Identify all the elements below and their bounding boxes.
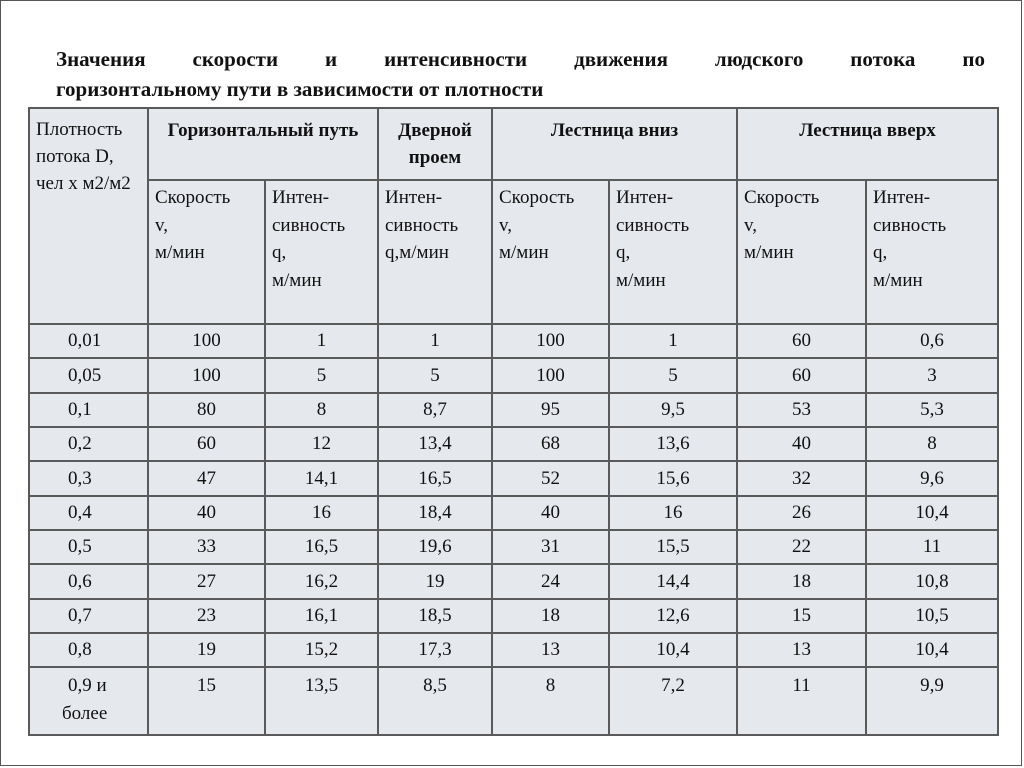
subheader-line: м/мин bbox=[499, 242, 549, 263]
value-cell: 23 bbox=[148, 599, 265, 633]
value-cell: 10,4 bbox=[609, 633, 737, 667]
table-body bbox=[29, 324, 998, 735]
group-horizontal-path: Горизонтальный путь bbox=[148, 108, 378, 180]
value-cell: 52 bbox=[492, 461, 609, 496]
subheader-line: сивность bbox=[385, 214, 459, 236]
value-cell: 10,4 bbox=[866, 633, 998, 667]
density-cell: 0,1 bbox=[29, 393, 148, 427]
value-cell: 1 bbox=[609, 324, 737, 358]
density-cell: 0,6 bbox=[29, 564, 148, 599]
value-cell: 53 bbox=[737, 393, 866, 427]
table-row bbox=[29, 564, 998, 599]
table-row bbox=[29, 427, 998, 461]
value-cell: 15,6 bbox=[609, 461, 737, 496]
subheader-cell bbox=[609, 180, 737, 324]
value-cell: 40 bbox=[737, 427, 866, 461]
table-row bbox=[29, 667, 998, 735]
table-row bbox=[29, 530, 998, 564]
subheader-line: м/мин bbox=[873, 269, 923, 291]
subheader-line: сивность bbox=[616, 214, 690, 236]
subheader-line: v, bbox=[499, 214, 513, 236]
value-cell: 13,5 bbox=[265, 667, 378, 735]
value-cell: 12,6 bbox=[609, 599, 737, 633]
group-stairs-up: Лестница вверх bbox=[737, 108, 998, 180]
value-cell: 60 bbox=[148, 427, 265, 461]
value-cell: 10,5 bbox=[866, 599, 998, 633]
density-cell: 0,5 bbox=[29, 530, 148, 564]
subheader-line: Интен- bbox=[385, 187, 443, 208]
value-cell: 16,5 bbox=[378, 461, 492, 496]
value-cell: 3 bbox=[866, 358, 998, 393]
density-header bbox=[29, 108, 148, 324]
value-cell: 13,6 bbox=[609, 427, 737, 461]
header-row-groups bbox=[29, 108, 998, 180]
slide-title bbox=[56, 44, 985, 104]
value-cell: 32 bbox=[737, 461, 866, 496]
density-header-line: Плотность bbox=[36, 119, 123, 140]
value-cell: 18,5 bbox=[378, 599, 492, 633]
table-row bbox=[29, 393, 998, 427]
value-cell: 0,6 bbox=[866, 324, 998, 358]
value-cell: 17,3 bbox=[378, 633, 492, 667]
subheader-line: Интен- bbox=[616, 187, 674, 208]
value-cell: 13 bbox=[737, 633, 866, 667]
density-cell: 0,7 bbox=[29, 599, 148, 633]
subheader-line: Скорость bbox=[499, 187, 575, 208]
value-cell: 15 bbox=[737, 599, 866, 633]
value-cell: 100 bbox=[148, 324, 265, 358]
value-cell: 18 bbox=[737, 564, 866, 599]
value-cell: 5 bbox=[609, 358, 737, 393]
value-cell: 8 bbox=[492, 667, 609, 735]
value-cell: 19,6 bbox=[378, 530, 492, 564]
subheader-line: Скорость bbox=[744, 187, 820, 208]
density-cell: 0,3 bbox=[29, 461, 148, 496]
subheader-line: сивность bbox=[873, 214, 947, 236]
subheader-line: Скорость bbox=[155, 187, 231, 208]
density-cell: 0,4 bbox=[29, 496, 148, 530]
value-cell: 5,3 bbox=[866, 393, 998, 427]
value-cell: 11 bbox=[737, 667, 866, 735]
value-cell: 15,5 bbox=[609, 530, 737, 564]
subheader-line: Интен- bbox=[272, 187, 330, 208]
value-cell: 95 bbox=[492, 393, 609, 427]
value-cell: 60 bbox=[737, 324, 866, 358]
value-cell: 10,4 bbox=[866, 496, 998, 530]
subheader-line: сивность bbox=[272, 214, 346, 236]
value-cell: 100 bbox=[492, 324, 609, 358]
value-cell: 19 bbox=[148, 633, 265, 667]
value-cell: 31 bbox=[492, 530, 609, 564]
table-row bbox=[29, 599, 998, 633]
title-line-2: горизонтальному пути в зависимости от плотности bbox=[56, 77, 544, 101]
table-row bbox=[29, 496, 998, 530]
value-cell: 40 bbox=[148, 496, 265, 530]
value-cell: 12 bbox=[265, 427, 378, 461]
value-cell: 47 bbox=[148, 461, 265, 496]
value-cell: 11 bbox=[866, 530, 998, 564]
subheader-cell bbox=[265, 180, 378, 324]
value-cell: 10,8 bbox=[866, 564, 998, 599]
value-cell: 100 bbox=[492, 358, 609, 393]
density-cell: 0,01 bbox=[29, 324, 148, 358]
value-cell: 60 bbox=[737, 358, 866, 393]
value-cell: 19 bbox=[378, 564, 492, 599]
subheader-line: м/мин bbox=[616, 269, 666, 291]
header-row-subheaders bbox=[29, 180, 998, 324]
density-cell: 0,9 и более bbox=[29, 667, 148, 735]
value-cell: 9,9 bbox=[866, 667, 998, 735]
value-cell: 9,6 bbox=[866, 461, 998, 496]
subheader-cell bbox=[492, 180, 609, 324]
value-cell: 5 bbox=[265, 358, 378, 393]
value-cell: 100 bbox=[148, 358, 265, 393]
title-line-1: Значения скорости и интенсивности движения людского потока по bbox=[56, 47, 985, 71]
value-cell: 8,7 bbox=[378, 393, 492, 427]
value-cell: 26 bbox=[737, 496, 866, 530]
flow-table bbox=[28, 107, 999, 736]
table-row bbox=[29, 633, 998, 667]
value-cell: 16 bbox=[609, 496, 737, 530]
subheader-cell bbox=[378, 180, 492, 324]
value-cell: 8 bbox=[866, 427, 998, 461]
density-header-line: потока D, bbox=[36, 146, 114, 167]
subheader-line: м/мин bbox=[155, 242, 205, 263]
density-cell: 0,8 bbox=[29, 633, 148, 667]
group-doorway: Дверной проем bbox=[378, 108, 492, 180]
value-cell: 16,5 bbox=[265, 530, 378, 564]
value-cell: 8,5 bbox=[378, 667, 492, 735]
density-cell: 0,2 bbox=[29, 427, 148, 461]
value-cell: 18,4 bbox=[378, 496, 492, 530]
value-cell: 1 bbox=[265, 324, 378, 358]
value-cell: 13 bbox=[492, 633, 609, 667]
group-stairs-down: Лестница вниз bbox=[492, 108, 737, 180]
value-cell: 1 bbox=[378, 324, 492, 358]
value-cell: 15,2 bbox=[265, 633, 378, 667]
value-cell: 22 bbox=[737, 530, 866, 564]
value-cell: 5 bbox=[378, 358, 492, 393]
value-cell: 68 bbox=[492, 427, 609, 461]
value-cell: 16,1 bbox=[265, 599, 378, 633]
value-cell: 15 bbox=[148, 667, 265, 735]
value-cell: 33 bbox=[148, 530, 265, 564]
value-cell: 18 bbox=[492, 599, 609, 633]
value-cell: 14,4 bbox=[609, 564, 737, 599]
value-cell: 13,4 bbox=[378, 427, 492, 461]
subheader-line: м/мин bbox=[744, 242, 794, 263]
value-cell: 80 bbox=[148, 393, 265, 427]
table-row bbox=[29, 461, 998, 496]
value-cell: 14,1 bbox=[265, 461, 378, 496]
subheader-line: м/мин bbox=[272, 269, 322, 291]
value-cell: 16 bbox=[265, 496, 378, 530]
value-cell: 9,5 bbox=[609, 393, 737, 427]
density-header-line: чел х м2/м2 bbox=[36, 173, 131, 194]
subheader-line: Интен- bbox=[873, 187, 931, 208]
table-row bbox=[29, 358, 998, 393]
subheader-cell bbox=[737, 180, 866, 324]
value-cell: 16,2 bbox=[265, 564, 378, 599]
value-cell: 40 bbox=[492, 496, 609, 530]
subheader-line: q,м/мин bbox=[385, 242, 449, 263]
density-cell: 0,05 bbox=[29, 358, 148, 393]
subheader-cell bbox=[866, 180, 998, 324]
subheader-line: q, bbox=[272, 242, 287, 263]
value-cell: 27 bbox=[148, 564, 265, 599]
subheader-line: v, bbox=[744, 214, 758, 236]
subheader-line: q, bbox=[873, 242, 888, 263]
table-row bbox=[29, 324, 998, 358]
subheader-line: v, bbox=[155, 214, 169, 236]
subheader-cell bbox=[148, 180, 265, 324]
value-cell: 7,2 bbox=[609, 667, 737, 735]
value-cell: 24 bbox=[492, 564, 609, 599]
value-cell: 8 bbox=[265, 393, 378, 427]
subheader-line: q, bbox=[616, 242, 631, 263]
